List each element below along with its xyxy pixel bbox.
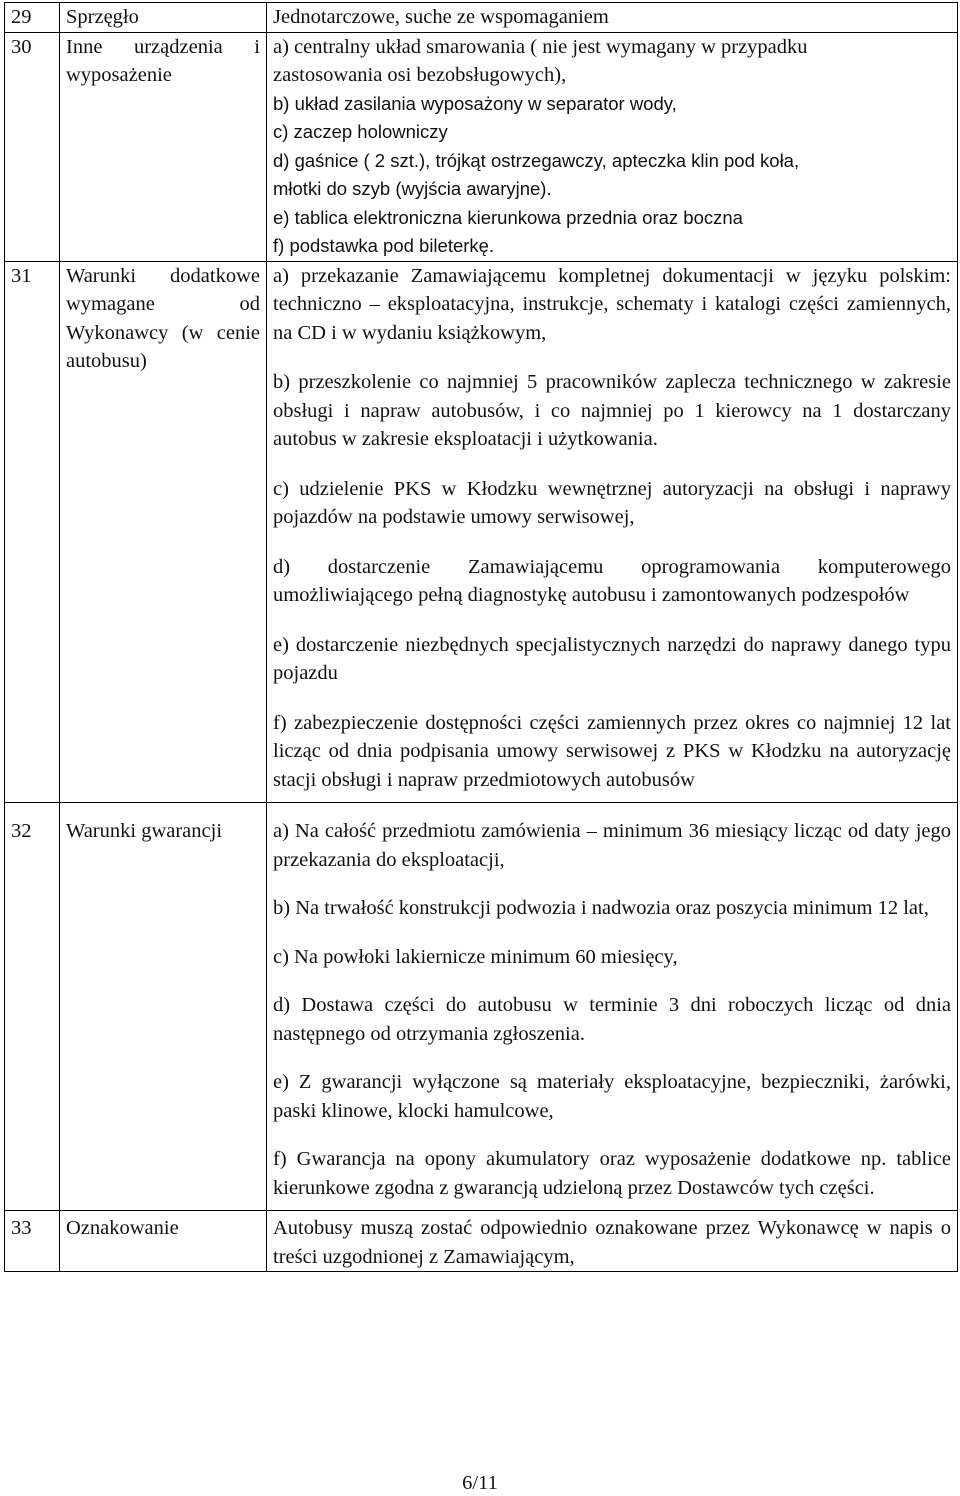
- table-row: [5, 803, 958, 1211]
- description-line: zastosowania osi bezobsługowych),: [273, 64, 567, 86]
- row-description: [267, 3, 958, 33]
- row-number: 31: [5, 261, 60, 803]
- description-paragraph: f) zabezpieczenie dostępności części zamiennych przez okres co najmniej 12 lat licząc od dnia podpisania umowy serwisowej z PKS w Kłodzku na autoryzację stacji obsługi i napraw przedmiotowych autobusów: [273, 711, 951, 791]
- description-line: c) zaczep holowniczy: [273, 121, 448, 142]
- row-number: 30: [5, 32, 60, 261]
- description-paragraph: Autobusy muszą zostać odpowiednio oznakowane przez Wykonawcę w napis o treści uzgodnionej z Zamawiającym,: [273, 1217, 951, 1268]
- row-number: 29: [5, 3, 60, 33]
- row-number: 32: [5, 803, 60, 1211]
- description-paragraph: d) dostarczenie Zamawiającemu oprogramowania komputerowego umożliwiającego pełną diagnostykę autobusu i zamontowanych podzespołów: [273, 555, 951, 606]
- table-row: [5, 261, 958, 803]
- row-name: Sprzęgło: [60, 3, 267, 33]
- row-description: [267, 1211, 958, 1272]
- description-paragraph: c) udzielenie PKS w Kłodzku wewnętrznej autoryzacji na obsługi i naprawy pojazdów na podstawie umowy serwisowej,: [273, 477, 951, 528]
- description-paragraph: e) Z gwarancji wyłączone są materiały eksploatacyjne, bezpieczniki, żarówki, paski klinowe, klocki hamulcowe,: [273, 1071, 951, 1122]
- description-line: a) centralny układ smarowania ( nie jest wymagany w przypadku: [273, 35, 808, 58]
- table-row: [5, 1211, 958, 1272]
- description-line: młotki do szyb (wyjścia awaryjne).: [273, 178, 552, 199]
- description-line: d) gaśnice ( 2 szt.), trójkąt ostrzegawczy, apteczka klin pod koła,: [273, 149, 800, 171]
- description-line: e) tablica elektroniczna kierunkowa przednia oraz boczna: [273, 206, 743, 228]
- row-name: Oznakowanie: [60, 1211, 267, 1272]
- description-paragraph: c) Na powłoki lakiernicze minimum 60 miesięcy,: [273, 945, 678, 968]
- description-line: b) układ zasilania wyposażony w separator wody,: [273, 92, 677, 114]
- row-name: Warunki dodatkowe wymagane od Wykonawcy (w cenie autobusu): [60, 261, 267, 803]
- page-number: 6/11: [462, 1472, 498, 1494]
- row-number: 33: [5, 1211, 60, 1272]
- row-description: [267, 32, 958, 261]
- description-paragraph: b) przeszkolenie co najmniej 5 pracowników zaplecza technicznego w zakresie obsługi i napraw autobusów, i co najmniej po 1 kierowcy na 1 dostarczany autobus w zakresie eksploatacji i użytkowania.: [273, 371, 951, 450]
- description-line: Jednotarczowe, suche ze wspomaganiem: [273, 6, 609, 28]
- table-row: [5, 32, 958, 261]
- row-description: [267, 803, 958, 1211]
- row-name: Inne urządzenia i wyposażenie: [60, 32, 267, 261]
- specification-table: [4, 2, 958, 1272]
- row-name: Warunki gwarancji: [60, 803, 267, 1211]
- description-paragraph: a) przekazanie Zamawiającemu kompletnej dokumentacji w języku polskim: techniczno – eksploatacyjna, instrukcje, schematy i katalogi części zamiennych, na CD i w wydaniu książkowym,: [273, 264, 951, 344]
- description-paragraph: a) Na całość przedmiotu zamówienia – minimum 36 miesiący licząc od daty jego przekazania do eksploatacji,: [273, 820, 951, 871]
- description-line: f) podstawka pod bileterkę.: [273, 235, 495, 256]
- description-paragraph: f) Gwarancja na opony akumulatory oraz wyposażenie dodatkowe np. tablice kierunkowe zgodna z gwarancją udzieloną przez Dostawców tych części.: [273, 1148, 951, 1199]
- description-paragraph: d) Dostawa części do autobusu w terminie 3 dni roboczych licząc od dnia następnego od otrzymania zgłoszenia.: [273, 994, 951, 1045]
- description-paragraph: b) Na trwałość konstrukcji podwozia i nadwozia oraz poszycia minimum 12 lat,: [273, 897, 929, 919]
- table-row: [5, 3, 958, 33]
- description-paragraph: e) dostarczenie niezbędnych specjalistycznych narzędzi do naprawy danego typu pojazdu: [273, 633, 951, 684]
- row-description: [267, 261, 958, 803]
